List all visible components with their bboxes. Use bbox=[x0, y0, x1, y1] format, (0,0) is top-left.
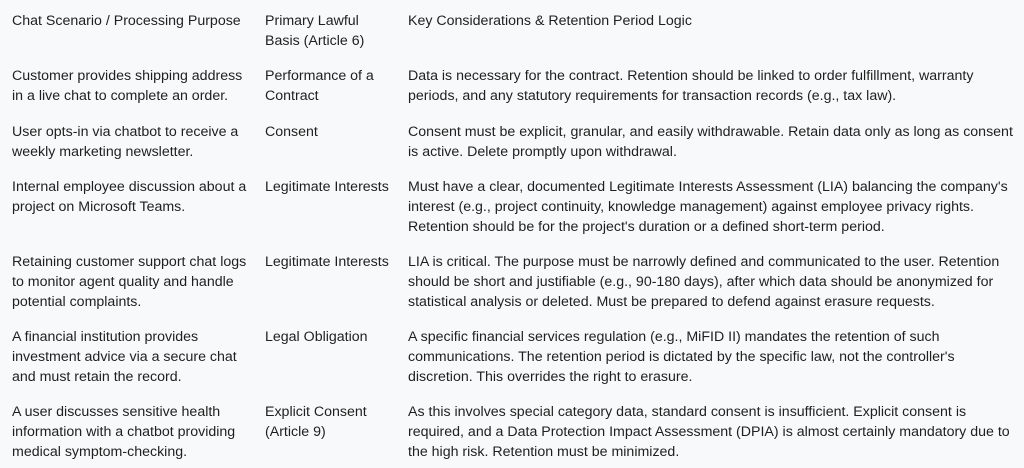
cell-lawful-basis: Legitimate Interests bbox=[265, 254, 389, 270]
cell-scenario: Customer provides shipping address in a live chat to complete an order. bbox=[12, 68, 243, 104]
cell-scenario: Internal employee discussion about a project on Microsoft Teams. bbox=[12, 179, 247, 215]
table-row bbox=[0, 241, 1024, 316]
table-body bbox=[0, 55, 1024, 468]
cell-lawful-basis: Legitimate Interests bbox=[265, 179, 389, 195]
cell-considerations: Must have a clear, documented Legitimate Interests Assessment (LIA) balancing the company's interest (e.g., project continuity, knowledge management) against employee privacy rights. Retention should be for the project's duration or a defined short-term period. bbox=[408, 179, 1008, 235]
cell-scenario: A financial institution provides investment advice via a secure chat and must retain the record. bbox=[12, 329, 237, 385]
cell-considerations: As this involves special category data, standard consent is insufficient. Explicit consent is required, and a Data Protection Impact Assessment (DPIA) is almost certainly mandatory due to the high risk. Retention must be minimized. bbox=[408, 404, 1010, 460]
table-header bbox=[0, 0, 1024, 55]
table-row bbox=[0, 55, 1024, 111]
cell-considerations: Data is necessary for the contract. Retention should be linked to order fulfillment, warranty periods, and any statutory requirements for transaction records (e.g., tax law). bbox=[408, 68, 974, 104]
cell-lawful-basis: Performance of a Contract bbox=[265, 68, 374, 104]
header-scenario: Chat Scenario / Processing Purpose bbox=[12, 13, 241, 29]
table-row bbox=[0, 391, 1024, 468]
cell-considerations: A specific financial services regulation (e.g., MiFID II) mandates the retention of such communications. The retention period is dictated by the specific law, not the controller's discretion. This overrides the right to erasure. bbox=[408, 329, 955, 385]
cell-lawful-basis: Legal Obligation bbox=[265, 329, 368, 345]
cell-lawful-basis: Explicit Consent (Article 9) bbox=[265, 404, 367, 440]
table-row bbox=[0, 316, 1024, 391]
cell-scenario: User opts-in via chatbot to receive a weekly marketing newsletter. bbox=[12, 124, 239, 160]
header-considerations: Key Considerations & Retention Period Logic bbox=[408, 13, 692, 29]
cell-lawful-basis: Consent bbox=[265, 124, 318, 140]
header-row bbox=[0, 0, 1024, 55]
header-lawful-basis: Primary Lawful Basis (Article 6) bbox=[265, 13, 365, 49]
table-row bbox=[0, 111, 1024, 166]
cell-considerations: Consent must be explicit, granular, and easily withdrawable. Retain data only as long as consent is active. Delete promptly upon withdrawal. bbox=[408, 124, 1013, 160]
cell-considerations: LIA is critical. The purpose must be narrowly defined and communicated to the user. Retention should be short and justifiable (e.g., 90-180 days), after which data should be anonymized for statistical analysis or deleted. Must be prepared to defend against erasure requests. bbox=[408, 254, 1000, 310]
cell-scenario: Retaining customer support chat logs to monitor agent quality and handle potential complaints. bbox=[12, 254, 247, 310]
table-row bbox=[0, 166, 1024, 241]
cell-scenario: A user discusses sensitive health information with a chatbot providing medical symptom-checking. bbox=[12, 404, 236, 460]
